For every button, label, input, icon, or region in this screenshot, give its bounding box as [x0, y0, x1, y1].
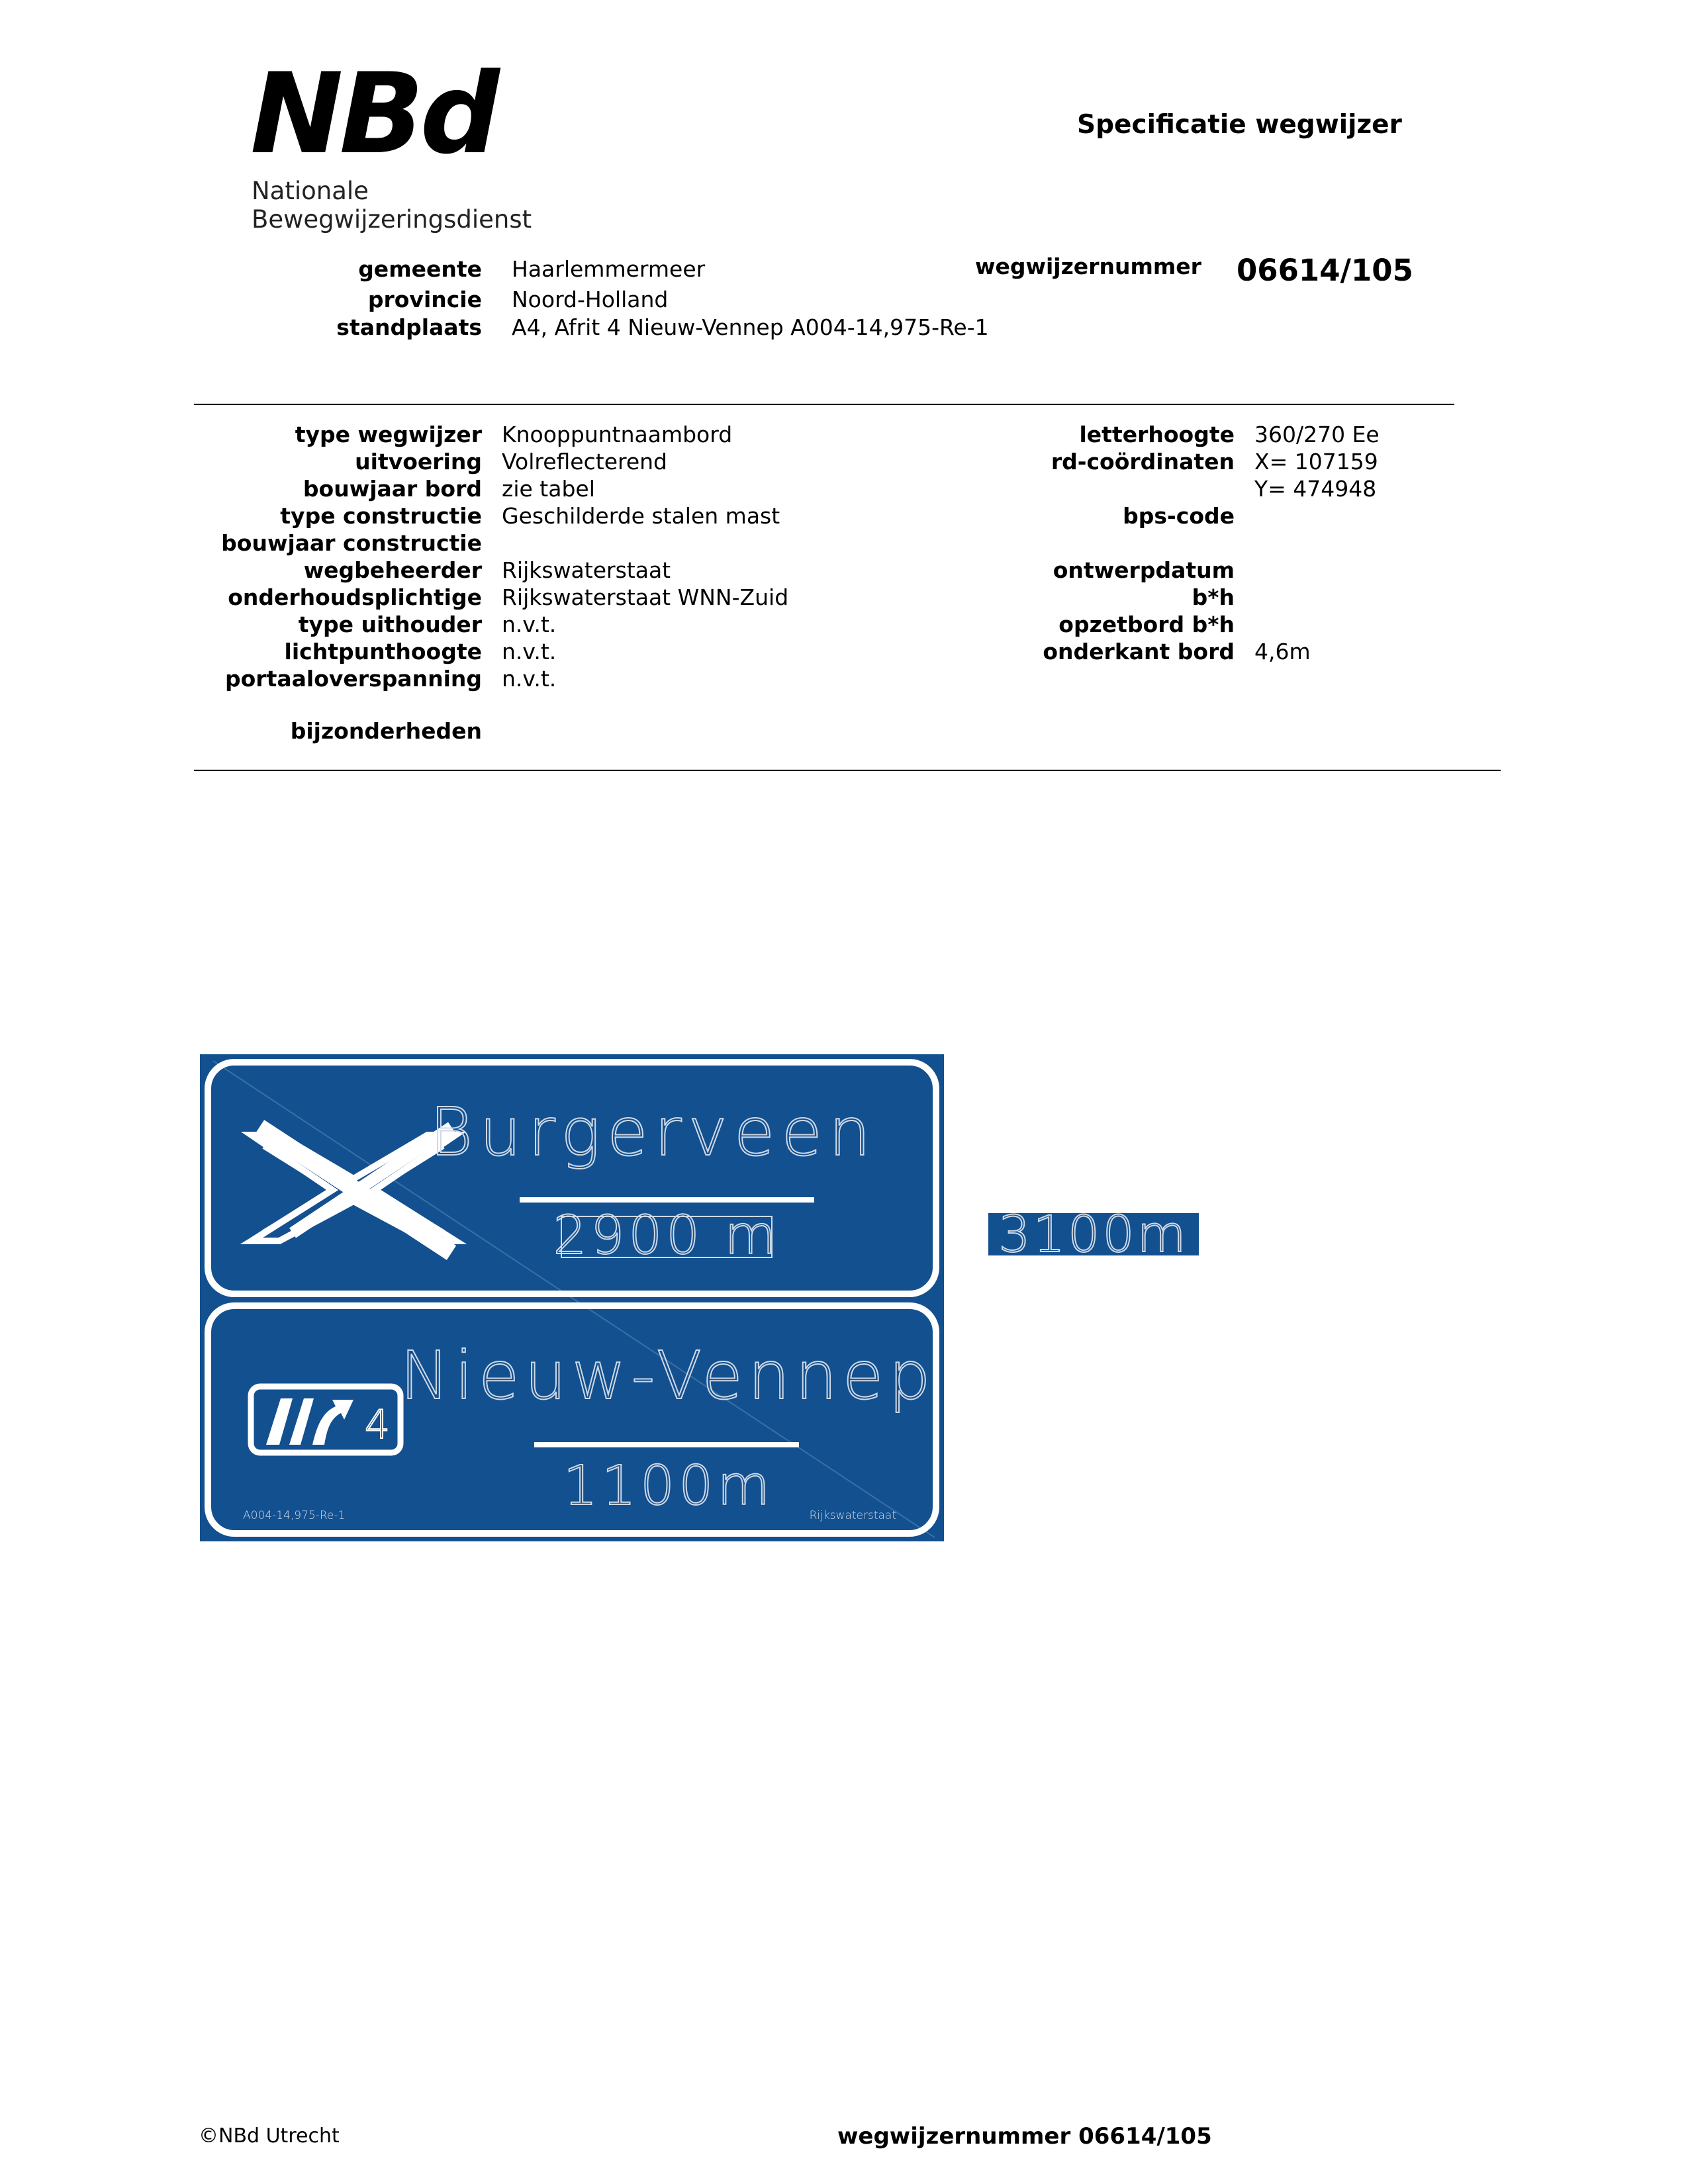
divider-top [194, 404, 1454, 405]
sign-drawing [200, 1054, 944, 1541]
spec-label: type uithouder [298, 612, 482, 637]
provincie-label: provincie [367, 287, 482, 312]
top-destination-name: Burgerveen [429, 1093, 878, 1171]
letterhoogte-label: letterhoogte [1079, 422, 1235, 447]
spec-label: uitvoering [355, 449, 482, 475]
spec-label: type constructie [280, 503, 482, 529]
provincie-value: Noord-Holland [512, 287, 669, 312]
extra-distance-label [988, 1213, 1199, 1255]
sign-owner: Rijkswaterstaat [809, 1509, 896, 1522]
spec-value: Volreflecterend [502, 449, 667, 475]
top-distance: 2900 m [553, 1205, 780, 1266]
footer-copyright: ©NBd Utrecht [199, 2124, 340, 2148]
rd-coordinaten-label: rd-coördinaten [1051, 449, 1235, 475]
standplaats-value: A4, Afrit 4 Nieuw-Vennep A004-14,975-Re-1 [512, 314, 989, 340]
opzetbord-label: opzetbord b*h [1058, 612, 1235, 637]
standplaats-label: standplaats [336, 314, 482, 340]
bottom-distance: 1100m [563, 1455, 774, 1518]
spec-value: Rijkswaterstaat [502, 557, 671, 583]
spec-label: portaaloverspanning [225, 666, 482, 692]
spec-label: bouwjaar bord [303, 476, 482, 502]
gemeente-value: Haarlemmermeer [512, 256, 706, 282]
onderkant-bord-value: 4,6m [1254, 639, 1311, 664]
spec-label: wegbeheerder [303, 557, 482, 583]
spec-value: zie tabel [502, 476, 595, 502]
spec-value: Rijkswaterstaat WNN-Zuid [502, 584, 789, 610]
bps-code-label: bps-code [1123, 503, 1235, 529]
rd-y-value: Y= 474948 [1254, 476, 1377, 502]
extra-distance-text: 3100m [998, 1213, 1189, 1255]
ontwerpdatum-label: ontwerpdatum [1053, 557, 1235, 583]
spec-value: n.v.t. [502, 666, 557, 692]
bijzonderheden-label: bijzonderheden [290, 718, 482, 744]
spec-label: lichtpunthoogte [284, 639, 482, 664]
spec-value: n.v.t. [502, 612, 557, 637]
divider-bottom [194, 770, 1501, 771]
gemeente-label: gemeente [358, 256, 482, 282]
bh-label: b*h [1192, 584, 1235, 610]
letterhoogte-value: 360/270 Ee [1254, 422, 1380, 447]
spec-value: Knooppuntnaambord [502, 422, 733, 447]
logo-line-2: Bewegwijzeringsdienst [252, 205, 532, 234]
spec-label: onderhoudsplichtige [228, 584, 482, 610]
exit-number: 4 [364, 1402, 391, 1448]
onderkant-bord-label: onderkant bord [1043, 639, 1235, 664]
document-title: Specificatie wegwijzer [1077, 110, 1402, 140]
nbd-logo: NBd [250, 49, 496, 179]
wegwijzernummer-label: wegwijzernummer [975, 253, 1201, 279]
logo-line-1: Nationale [252, 177, 369, 205]
spec-value: n.v.t. [502, 639, 557, 664]
bottom-destination-name: Nieuw-Vennep [400, 1337, 936, 1414]
spec-value: Geschilderde stalen mast [502, 503, 780, 529]
rd-x-value: X= 107159 [1254, 449, 1378, 475]
footer-wegwijzernummer: wegwijzernummer 06614/105 [837, 2123, 1212, 2150]
spec-label: bouwjaar constructie [221, 530, 482, 556]
wegwijzernummer-value: 06614/105 [1237, 253, 1413, 288]
sign-code: A004-14,975-Re-1 [243, 1509, 346, 1522]
spec-label: type wegwijzer [295, 422, 482, 447]
